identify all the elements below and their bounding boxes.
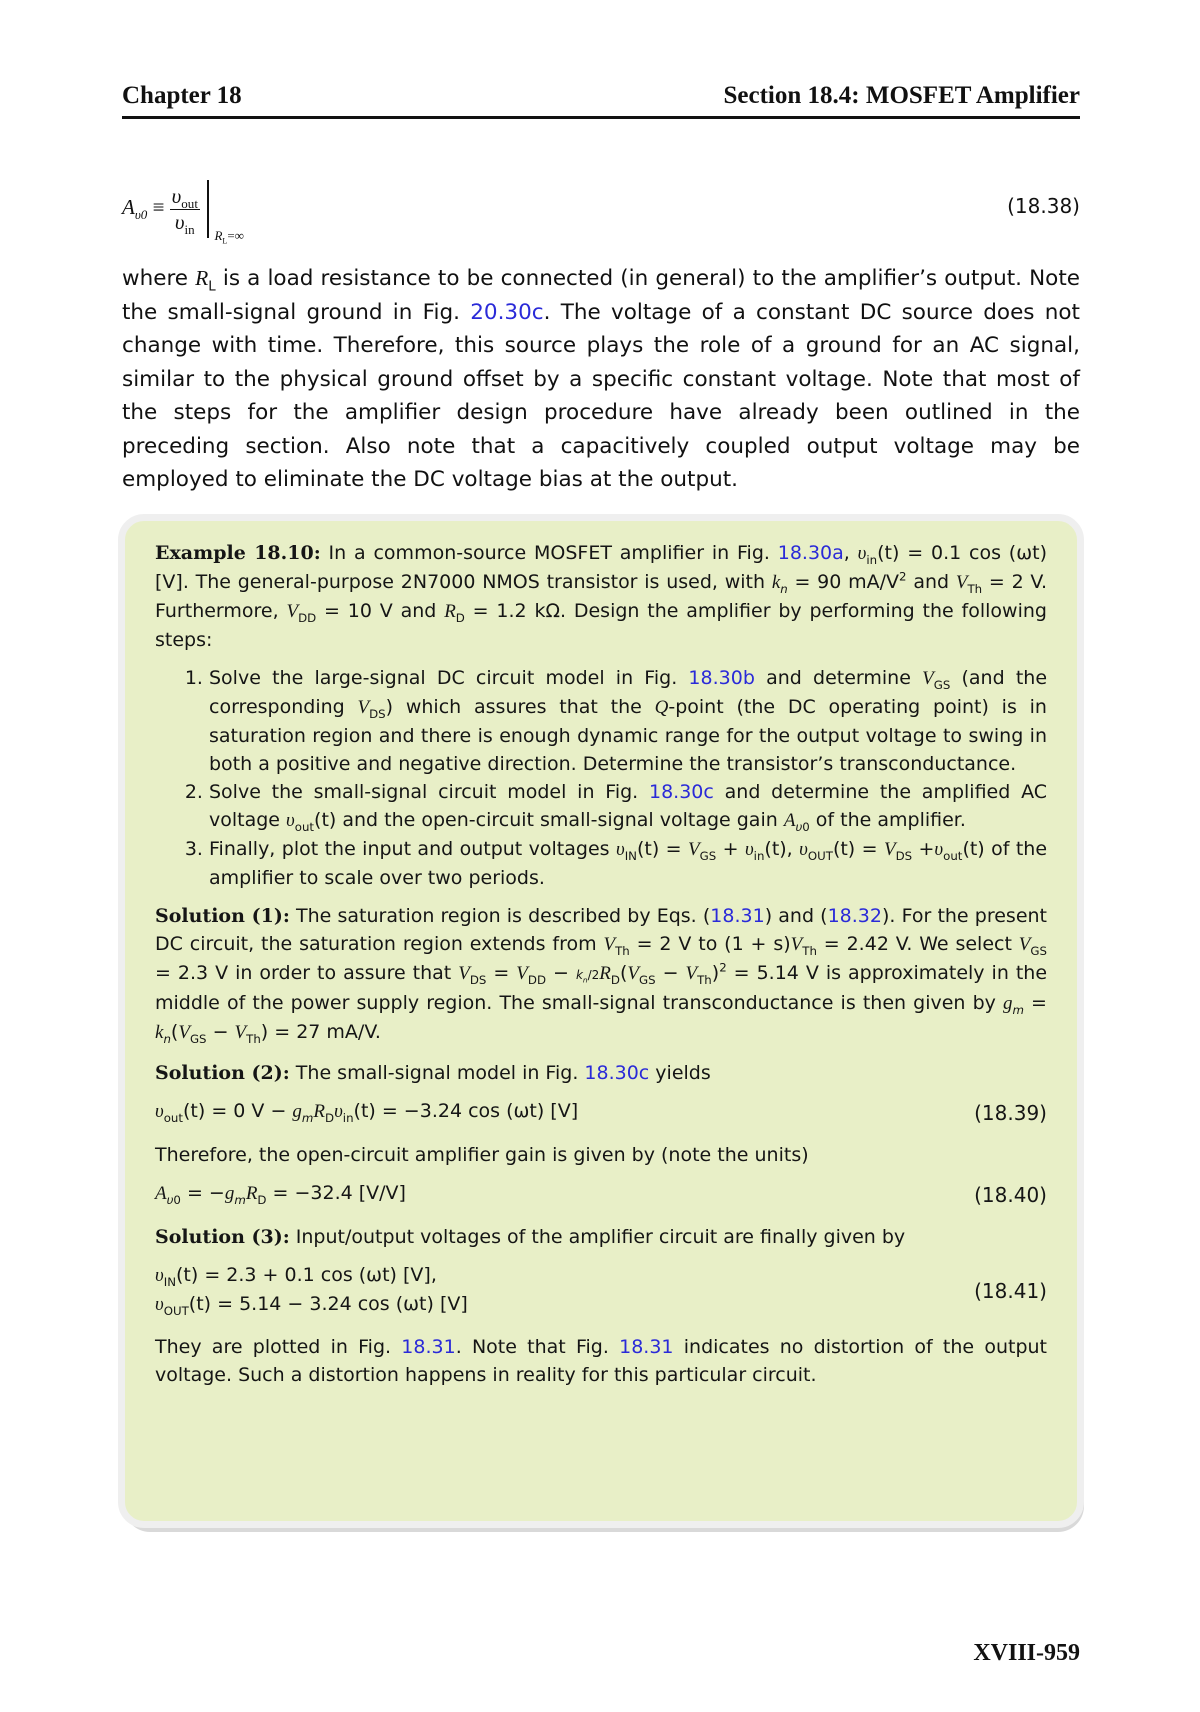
equation-number: (18.38): [1007, 194, 1080, 218]
equation-18-39: $\upsilon_{out}(t) = 0$ $V - g_mR_D\upsilon_{in}(t) = -3.24$ cos (ωt) [V] (18.39): [155, 1100, 1047, 1125]
figure-link-18-30a[interactable]: 18.30a: [777, 542, 844, 564]
page-header: [122, 80, 1080, 119]
section-label: Section 18.4: MOSFET Amplifier: [723, 82, 1080, 109]
solution-2: Solution (2): The small-signal model in Fig. 18.30c yields: [155, 1062, 711, 1084]
equation-18-41: $\upsilon_{IN}(t) = 2.3 + 0.1$ cos (ωt) [V], $\upsilon_{OUT}(t) = 5.14 - 3.24$ cos (ωt) [V] (18.41): [155, 1264, 1047, 1318]
solution-1: Solution (1): The saturation region is described by Eqs. (18.31) and (18.32). For the present DC circuit, the saturation region extends from $V_{Th} = 2$ V to $(1 + s)V_{Th} = 2.42$ V. We select $V_{GS} = 2.3$ V in order to assure that $V_{DS} = V_{DD} - k_n/2R_D(V_{GS} - V_{Th})^2 = 5.14$ V is approximately in the middle of the power supply region. The small-signal transconductance is then given by $g_m = k_n(V_{GS} - V_{Th}) = 27$ mA/V.: [155, 905, 1048, 1046]
list-item: 1. Solve the large-signal DC circuit model in Fig. 18.30b and determine $V_{GS}$ (and the corresponding $V_{DS}$) which assures that the Q-point (the DC operating point) is in saturation region and there is enough dynamic range for the output voltage to swing in both a positive and negative direction. Determine the transistor’s transconductance.: [209, 664, 1047, 778]
equation-link-18-32[interactable]: 18.32: [827, 905, 882, 927]
page-number: XVIII-959: [973, 1640, 1080, 1666]
equation-number: (18.40): [974, 1183, 1047, 1207]
closing-text: They are plotted in Fig. 18.31. Note that Fig. 18.31 indicates no distortion of the output voltage. Such a distortion happens in reality for this particular circuit.: [155, 1336, 1048, 1386]
list-item: 2. Solve the small-signal circuit model in Fig. 18.30c and determine the amplified AC voltage $\upsilon_{out}(t)$ and the open-circuit small-signal voltage gain $A_{\upsilon 0}$ of the amplifier.: [209, 778, 1047, 835]
equation-number: (18.39): [974, 1101, 1047, 1125]
figure-link-18-31[interactable]: 18.31: [401, 1336, 456, 1358]
equation-18-38: $A_{\upsilon 0}$ ≡ $\frac{\upsilon_{out}}{\upsilon_{in}}$ $_{R_L=\infty}$ (18.38): [122, 172, 1080, 246]
equation-number: (18.41): [974, 1279, 1047, 1303]
figure-link-20-30c[interactable]: 20.30c: [470, 299, 544, 325]
example-statement: Example 18.10: In a common-source MOSFET amplifier in Fig. 18.30a, $\upsilon_{in}(t) = 0.1$ cos (ωt) [V]. The general-purpose 2N7000 NMOS transistor is used, with $k_n = 90$ $mA/V^2$ and $V_{Th} = 2$ V. Furthermore, $V_{DD} = 10$ V and $R_D = 1.2$ kΩ. Design the amplifier by performing the following steps:: [155, 542, 1048, 651]
figure-link-18-30c-2[interactable]: 18.30c: [584, 1062, 650, 1084]
figure-link-18-31-2[interactable]: 18.31: [619, 1336, 674, 1358]
example-box: [118, 514, 1084, 1528]
figure-link-18-30c[interactable]: 18.30c: [649, 781, 714, 803]
equation-18-40: $A_{\upsilon 0} = -g_mR_D = -32.4$ [V/V] (18.40): [155, 1182, 1047, 1207]
therefore-text: Therefore, the open-circuit amplifier gain is given by (note the units): [155, 1144, 809, 1166]
figure-link-18-30b[interactable]: 18.30b: [688, 667, 755, 689]
body-paragraph: where $R_L$ is a load resistance to be connected (in general) to the amplifier’s output. Note the small-signal ground in Fig. 20.30c. The voltage of a constant DC source does not change with time. Therefore, this source plays the role of a ground for an AC signal, similar to the physical ground offset by a specific constant voltage. Note that most of the steps for the amplifier design procedure have already been outlined in the preceding section. Also note that a capacitively coupled output voltage may be employed to eliminate the DC voltage bias at the output.: [122, 266, 1080, 492]
solution-3: Solution (3): Input/output voltages of the amplifier circuit are finally given by: [155, 1226, 906, 1248]
list-item: 3. Finally, plot the input and output voltages $\upsilon_{IN}(t) = V_{GS} + \upsilon_{in}(t)$, $\upsilon_{OUT}(t) = V_{DS} +\upsilon_{out}(t)$ of the amplifier to scale over two periods.: [209, 835, 1047, 892]
equation-link-18-31[interactable]: 18.31: [710, 905, 765, 927]
chapter-label: Chapter 18: [122, 82, 242, 109]
step-list: [155, 664, 1047, 892]
